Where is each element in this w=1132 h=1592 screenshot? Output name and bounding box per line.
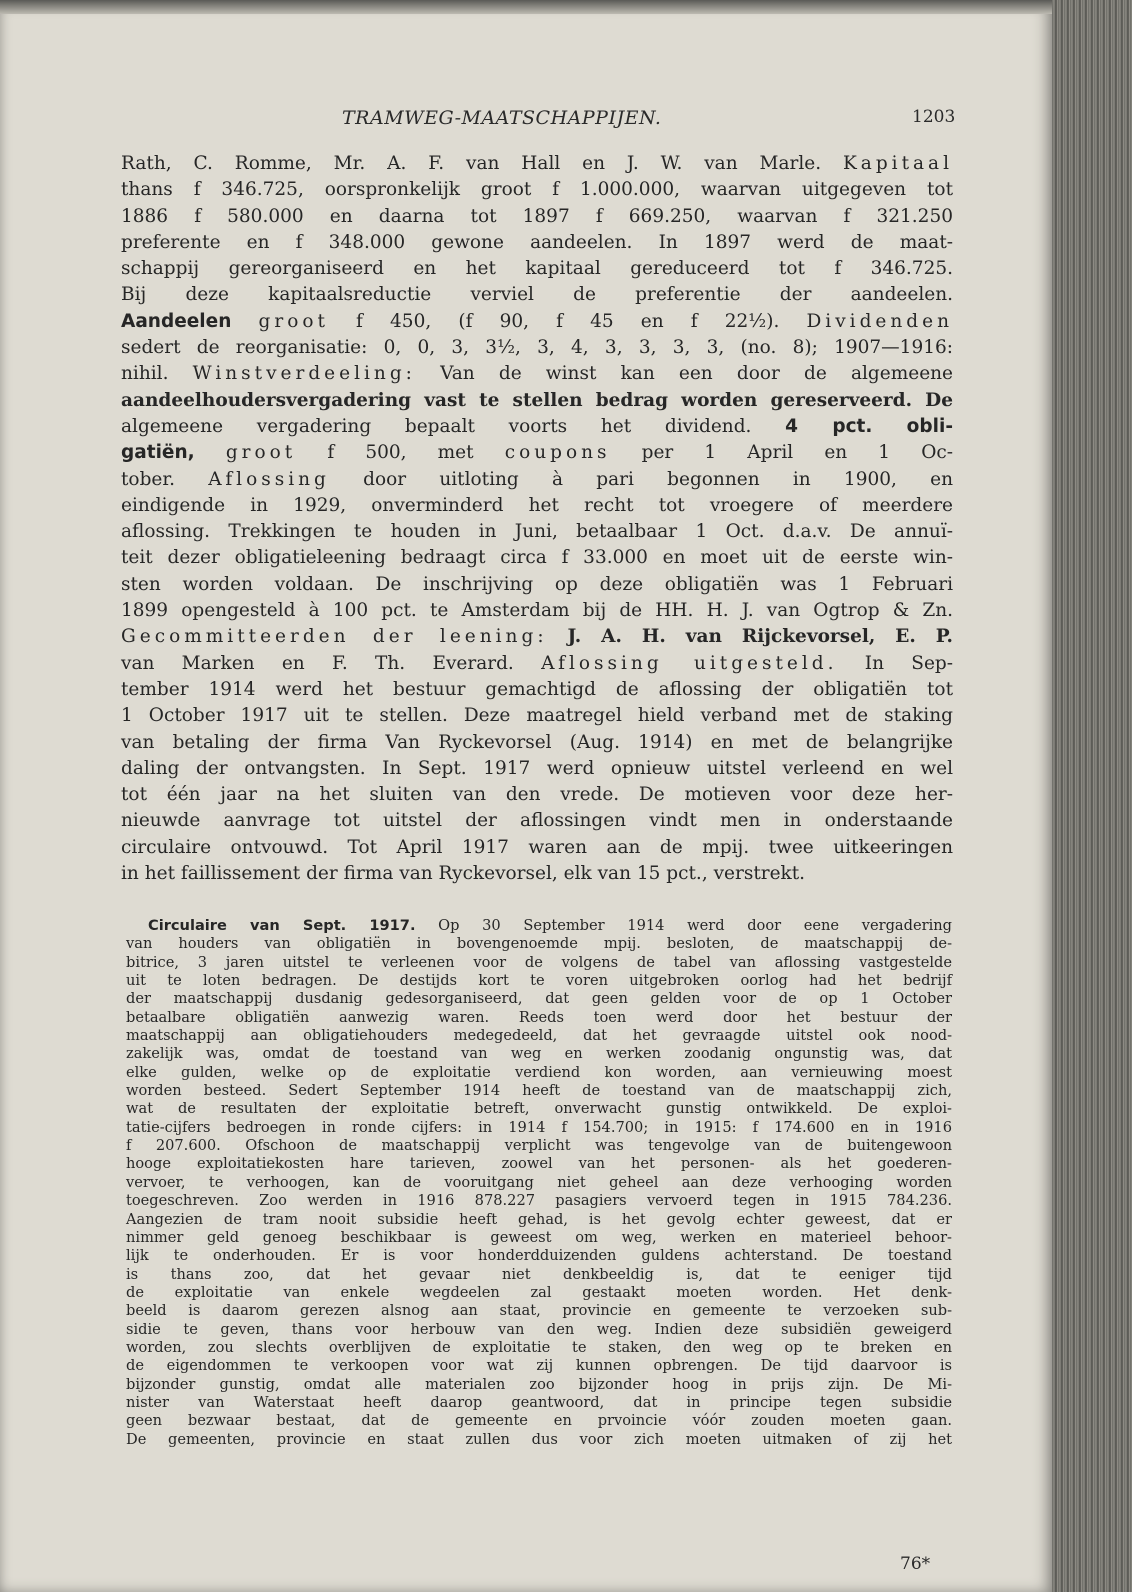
circular-line (126, 1027, 952, 1045)
text-run: tember 1914 werd het bestuur gemachtigd de aflossing der obligatiën tot (121, 678, 953, 700)
circular-line (126, 1266, 952, 1284)
circular-text-run: worden besteed. Sedert September 1914 heeft de toestand van de maatschappij zich, (126, 1082, 952, 1100)
text-run: schappij gereorganiseerd en het kapitaal gereduceerd tot f 346.725. (121, 258, 953, 280)
circular-line (126, 1009, 952, 1027)
circular-line (126, 1284, 952, 1302)
circular-text-run: de exploitatie van enkele wegdeelen zal gestaakt moeten worden. Het denk- (126, 1283, 952, 1301)
text-run: aflossing. Trekkingen te houden in Juni, betaalbaar 1 Oct. d.a.v. De annuï- (121, 521, 953, 543)
text-line (121, 493, 953, 519)
text-line (121, 545, 953, 571)
page-top-shadow (0, 0, 1052, 14)
text-line (121, 388, 953, 414)
text-line (121, 256, 953, 282)
circular-line (126, 1045, 952, 1063)
text-run (231, 311, 258, 332)
circular-line (126, 1192, 952, 1210)
circular-text-run: beeld is daarom gerezen alsnog aan staat, provincie en gemeente te verzoeken sub- (126, 1302, 952, 1320)
circular-line (126, 1247, 952, 1265)
circular-text-run: nimmer geld genoeg beschikbaar is geweest om weg, werken en materieel behoor- (126, 1228, 952, 1246)
text-run: van Marken en F. Th. Everard. (121, 652, 542, 674)
circular-text-run: zakelijk was, omdat de toestand van weg en werken zoodanig ongunstig was, dat (126, 1045, 952, 1063)
circular-text-run: van houders van obligatiën in bovengenoemde mpij. besloten, de maatschappij de- (126, 935, 952, 953)
text-run: algemeene vergadering bepaalt voorts het dividend. (121, 415, 786, 437)
text-line (121, 835, 953, 861)
text-line (121, 467, 953, 493)
circular-line (126, 1064, 952, 1082)
circular-line (126, 954, 952, 972)
text-line (121, 361, 953, 387)
circular-text-run: is thans zoo, dat het gevaar niet denkbeeldig is, dat te eeniger tijd (126, 1265, 952, 1283)
circular-line (126, 1082, 952, 1100)
circular-text-run: bitrice, 3 jaren uitstel te verleenen voor de volgens de tabel van aflossing vastgestelde (126, 953, 952, 971)
circular-text-run: Aangezien de tram nooit subsidie heeft gehad, is het gevolg echter geweest, dat er (126, 1210, 952, 1228)
text-line (121, 519, 953, 545)
text-run: van betaling der firma Van Ryckevorsel (Aug. 1914) en met de belangrijke (121, 731, 953, 753)
text-run: preferente en f 348.000 gewone aandeelen. In 1897 werd de maat- (121, 231, 953, 253)
text-run: Aflossing uitgesteld. (541, 652, 838, 674)
text-run: Winstverdeeling: (192, 363, 416, 385)
circular-line (126, 1321, 952, 1339)
text-run: teit dezer obligatieleening bedraagt circa f 33.000 en moet uit de eerste win- (121, 547, 953, 569)
circular-text-run: nister van Waterstaat heeft daarop geantwoord, dat in principe tegen subsidie (126, 1393, 952, 1411)
text-line (121, 151, 953, 177)
circular-text-run: bijzonder gunstig, omdat alle materialen zoo bijzonder hoog in prijs zijn. De Mi- (126, 1375, 952, 1393)
circular-text-run: der maatschappij dusdanig gedesorganiseerd, dat geen gelden voor de op 1 October (126, 990, 952, 1008)
text-run: tober. (121, 468, 209, 490)
circular-text-run: lijk te onderhouden. Er is voor honderdduizenden guldens achterstand. De toestand (126, 1247, 952, 1265)
text-line (121, 651, 953, 677)
text-run: tot één jaar na het sluiten van den vrede. De motieven voor deze her- (121, 784, 953, 806)
text-line (121, 703, 953, 729)
text-line (121, 677, 953, 703)
circular-heading: Circulaire van Sept. 1917. (148, 917, 416, 934)
circular-line (126, 990, 952, 1008)
book-page-edges (1052, 0, 1132, 1592)
text-run: Gecommitteerden der leening: (121, 626, 548, 648)
text-run: nieuwde aanvrage tot uitstel der aflossingen vindt men in onderstaande (121, 810, 953, 832)
circular-line (126, 1155, 952, 1173)
text-run: 1886 f 580.000 en daarna tot 1897 f 669.250, waarvan f 321.250 (121, 205, 953, 227)
circular-line (126, 1119, 952, 1137)
text-run: In Sep- (837, 652, 954, 674)
circular-line (126, 1412, 952, 1430)
circular-text-run: geen bezwaar bestaat, dat de gemeente en prvoincie vóór zouden moeten gaan. (126, 1412, 952, 1430)
circular-text-run: de eigendommen te verkoopen voor wat zij kunnen opbrengen. De tijd daarvoor is (126, 1357, 952, 1375)
text-run: groot (225, 442, 297, 464)
text-run: gatiën, (121, 442, 195, 464)
circular-line (126, 972, 952, 990)
circular-line (126, 1302, 952, 1320)
text-run: Bij deze kapitaalsreductie verviel de preferentie der aandeelen. (121, 284, 953, 306)
text-run: daling der ontvangsten. In Sept. 1917 werd opnieuw uitstel verleend en wel (121, 757, 953, 779)
text-line (121, 177, 953, 203)
text-line (121, 756, 953, 782)
circular-line (126, 1431, 952, 1449)
circular-line (126, 1357, 952, 1375)
text-line (121, 572, 953, 598)
circular-text-run: elke gulden, welke op de exploitatie verdiend kon worden, aan vernieuwing moest (126, 1063, 952, 1081)
text-line (121, 440, 953, 466)
circular-text-run: hooge exploitatiekosten hare tarieven, zoowel van het personen- als het goederen- (126, 1155, 952, 1173)
circular-text-run: maatschappij aan obligatiehouders medegedeeld, dat het gevraagde uitstel ook nood- (126, 1027, 952, 1045)
text-line (121, 782, 953, 808)
circular-text (126, 917, 952, 1449)
text-line (121, 230, 953, 256)
text-run: f 450, (f 90, f 45 en f 22½). (328, 310, 807, 332)
text-run: 1899 opengesteld à 100 pct. te Amsterdam bij de HH. H. J. van Ogtrop & Zn. (121, 600, 953, 622)
text-run: Rath, C. Romme, Mr. A. F. van Hall en J. W. van Marle. (121, 153, 843, 174)
circular-line (126, 1211, 952, 1229)
circular-line (126, 1174, 952, 1192)
text-line (121, 204, 953, 230)
text-run: nihil. (121, 363, 193, 385)
text-run: circulaire ontvouwd. Tot April 1917 waren aan de mpij. twee uitkeeringen (121, 836, 953, 858)
text-run: groot (258, 310, 329, 332)
text-run: 4 pct. obli- (785, 415, 953, 437)
text-run: sten worden voldaan. De inschrijving op deze obligatiën was 1 Februari (121, 573, 953, 595)
circular-text-run: betaalbare obligatiën aanwezig waren. Reeds toen werd door het bestuur der (126, 1008, 952, 1026)
circular-text-run: sidie te geven, thans voor herbouw van den weg. Indien deze subsidiën geweigerd (126, 1320, 952, 1338)
circular-text-run: wat de resultaten der exploitatie betreft, onverwacht gunstig ontwikkeld. De exploi- (126, 1100, 952, 1118)
circular-line (126, 1100, 952, 1118)
text-line (121, 808, 953, 834)
text-line (121, 598, 953, 624)
text-run: Aflossing (208, 468, 330, 490)
main-text (121, 151, 953, 887)
text-line (121, 624, 953, 650)
text-run: Aandeelen (121, 310, 232, 332)
text-line (121, 414, 953, 440)
text-run: thans f 346.725, oorspronkelijk groot f 1.000.000, waarvan uitgegeven tot (121, 179, 953, 201)
circular-text-run: vervoer, te verhoogen, kan de vooruitgang niet geheel aan deze verhooging worden (126, 1173, 952, 1191)
circular-text-run: worden, zou slechts overblijven de exploitatie te staken, den weg op te breken en (126, 1338, 952, 1356)
text-run: per 1 April en 1 Oc- (610, 442, 953, 464)
circular-line (126, 1229, 952, 1247)
page-number: 1203 (912, 107, 956, 127)
circular-text-run: f 207.600. Ofschoon de maatschappij verplicht was tengevolge van de buitengewoon (126, 1137, 952, 1155)
circular-line (126, 1376, 952, 1394)
circular-text-run: Op 30 September 1914 werd door eene vergadering (438, 917, 952, 934)
text-run: coupons (504, 442, 611, 464)
text-run: door uitloting à pari begonnen in 1900, en (329, 468, 953, 490)
text-run: sedert de reorganisatie: 0, 0, 3, 3½, 3, 4, 3, 3, 3, 3, (no. 8); 1907—1916: (121, 337, 953, 359)
text-run: J. A. H. van Rijckevorsel, E. P. (547, 626, 954, 648)
text-run: eindigende in 1929, onverminderd het recht tot vroegere of meerdere (121, 494, 953, 516)
circular-line (126, 935, 952, 953)
running-title: TRAMWEG-MAATSCHAPPIJEN. (342, 107, 662, 129)
text-line (121, 730, 953, 756)
text-run (195, 442, 226, 463)
circular-line (126, 1394, 952, 1412)
text-run: in het faillissement der firma van Ryckevorsel, elk van 15 pct., verstrekt. (121, 863, 806, 885)
text-run: Kapitaal (842, 153, 953, 174)
text-run: aandeelhoudersvergadering vast te stellen bedrag worden gereserveerd. De (121, 389, 953, 411)
circular-line (126, 1137, 952, 1155)
signature-mark: 76* (900, 1554, 931, 1574)
circular-text-run: toegeschreven. Zoo werden in 1916 878.227 pasagiers vervoerd tegen in 1915 784.236. (126, 1192, 952, 1210)
text-line (121, 282, 953, 308)
text-run: Dividenden (806, 310, 953, 332)
circular-text-run: uit te loten bedragen. De destijds kort te voren uitgebroken oorlog had het bedrijf (126, 972, 952, 990)
text-run: 1 October 1917 uit te stellen. Deze maatregel hield verband met de staking (121, 705, 953, 727)
circular-line (126, 1339, 952, 1357)
circular-text-run: tatie-cijfers bedroegen in ronde cijfers: in 1914 f 154.700; in 1915: f 174.600 en in 1916 (126, 1118, 952, 1136)
text-line (121, 309, 953, 335)
running-header (0, 107, 1052, 131)
circular-line (126, 917, 952, 935)
text-line (121, 861, 953, 887)
circular-text-run: De gemeenten, provincie en staat zullen dus voor zich moeten uitmaken of zij het (126, 1430, 952, 1448)
text-run: f 500, met (296, 442, 505, 464)
text-run: Van de winst kan een door de algemeene (415, 363, 954, 385)
text-line (121, 335, 953, 361)
